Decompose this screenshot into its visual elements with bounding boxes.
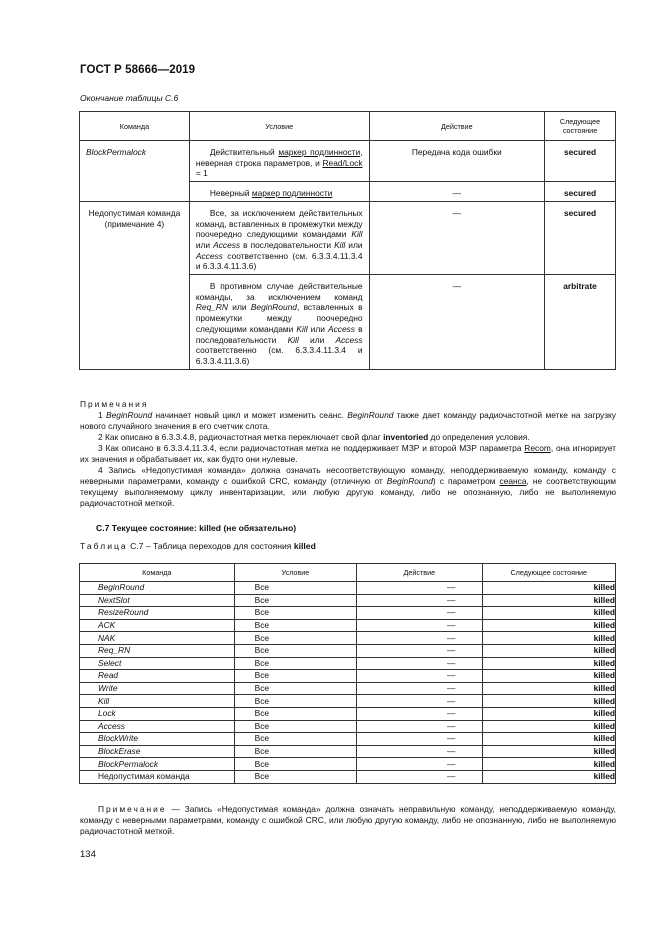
command-cell: BeginRound	[80, 582, 235, 595]
condition-cell: Все	[234, 619, 356, 632]
command-cell: NextSlot	[80, 594, 235, 607]
condition-cell: Все	[234, 607, 356, 620]
page-number: 134	[80, 849, 96, 860]
note-4: 4 Запись «Недопустимая команда» должна означать несоответствующую команду, неподдерживаемую команду, команду с неверными параметрами, команду с ошибкой CRC, команду (отличную от BeginRound) с параметром сеанса, не соответствующим текущему выполняемому циклу инвентаризации, или любую другую команду, либо не опознанную, либо не выполняемую радиочастотной меткой.	[80, 465, 616, 508]
command-cell: Select	[80, 657, 235, 670]
next-state-cell: killed	[482, 758, 615, 771]
column-header: Следующее состояние	[545, 112, 616, 141]
command-cell: Req_RN	[80, 644, 235, 657]
next-state-cell: arbitrate	[545, 275, 616, 370]
command-cell: Access	[80, 720, 235, 733]
note-1: 1 BeginRound начинает новый цикл и может изменить сеанс. BeginRound также дает команду радиочастотной метке на загрузку нового случайного значения в его счетчик слота.	[80, 410, 616, 431]
next-state-cell: killed	[482, 607, 615, 620]
next-state-cell: killed	[482, 619, 615, 632]
command-cell: Read	[80, 670, 235, 683]
table-header-row	[80, 564, 616, 582]
table-row	[80, 770, 616, 783]
command-cell: Lock	[80, 707, 235, 720]
action-cell: —	[357, 758, 483, 771]
table-header-row	[80, 112, 616, 141]
action-cell: —	[357, 720, 483, 733]
column-header: Условие	[189, 112, 369, 141]
next-state-cell: killed	[482, 682, 615, 695]
action-cell: —	[357, 657, 483, 670]
table-row	[80, 733, 616, 746]
table-c7	[79, 563, 616, 784]
next-state-cell: killed	[482, 745, 615, 758]
column-header: Действие	[369, 112, 545, 141]
next-state-cell: secured	[545, 141, 616, 182]
column-header: Следующее состояние	[482, 564, 615, 582]
column-header: Команда	[80, 112, 190, 141]
table-row	[80, 682, 616, 695]
action-cell: —	[357, 607, 483, 620]
condition-cell: Все	[234, 682, 356, 695]
condition-cell: Все	[234, 632, 356, 645]
table-notes	[80, 399, 616, 509]
condition-cell: Все	[234, 733, 356, 746]
action-cell: —	[357, 707, 483, 720]
next-state-cell: killed	[482, 582, 615, 595]
table-row	[80, 594, 616, 607]
table-row	[80, 644, 616, 657]
condition-cell: Все	[234, 644, 356, 657]
table-row	[80, 582, 616, 595]
condition-cell: Все	[234, 770, 356, 783]
table-c6-caption: Окончание таблицы С.6	[80, 93, 179, 103]
condition-cell: Все	[234, 758, 356, 771]
condition-cell: Все	[234, 670, 356, 683]
condition-cell: Все	[234, 707, 356, 720]
document-header: ГОСТ Р 58666—2019	[80, 64, 196, 76]
table-row	[80, 745, 616, 758]
table-c7-footnote: Примечание — Запись «Недопустимая команда» должна означать неправильную команду, неподдерживаемую команду, команду с неверными параметрами, команду с ошибкой CRC, или любую другую команду, либо не опознанную, либо не выполняемую радиочастотной меткой.	[80, 804, 616, 836]
next-state-cell: killed	[482, 733, 615, 746]
next-state-cell: killed	[482, 707, 615, 720]
notes-heading: Примечания	[80, 399, 149, 409]
table-row	[80, 141, 616, 182]
next-state-cell: killed	[482, 695, 615, 708]
action-cell: —	[357, 670, 483, 683]
table-row	[80, 670, 616, 683]
command-cell: BlockWrite	[80, 733, 235, 746]
next-state-cell: killed	[482, 644, 615, 657]
action-cell: —	[357, 594, 483, 607]
column-header: Команда	[80, 564, 235, 582]
action-cell: —	[357, 682, 483, 695]
condition-cell: Все	[234, 594, 356, 607]
table-row	[80, 707, 616, 720]
condition-cell: Все	[234, 745, 356, 758]
action-cell: —	[369, 201, 545, 274]
command-cell: BlockErase	[80, 745, 235, 758]
action-cell: —	[369, 275, 545, 370]
command-cell: BlockPermalock	[80, 758, 235, 771]
condition-cell: В противном случае действительные команды, за исключением команд Req_RN или BeginRound, вставленных в промежутки между поочередно следующими командами Kill или Access в последовательности Kill или Access соответственно (см. 6.3.3.4.11.3.4 и 6.3.3.4.11.3.6)	[189, 275, 369, 370]
condition-cell: Все	[234, 695, 356, 708]
note-3: 3 Как описано в 6.3.3.4.11.3.4, если радиочастотная метка не поддерживает МЗР и второй МЗР параметра Recom, она игнорирует их значения и обрабатывает их, как будто они нулевые.	[80, 443, 616, 464]
table-c6	[79, 111, 616, 370]
action-cell: —	[357, 632, 483, 645]
next-state-cell: killed	[482, 594, 615, 607]
section-heading: С.7 Текущее состояние: killed (не обязательно)	[96, 523, 297, 533]
command-cell: Недопустимая команда (примечание 4)	[80, 201, 190, 369]
action-cell: —	[369, 182, 545, 202]
table-row	[80, 695, 616, 708]
action-cell: —	[357, 733, 483, 746]
action-cell: —	[357, 619, 483, 632]
next-state-cell: killed	[482, 670, 615, 683]
condition-cell: Неверный маркер подлинности	[189, 182, 369, 202]
column-header: Условие	[234, 564, 356, 582]
table-row	[80, 607, 616, 620]
next-state-cell: secured	[545, 182, 616, 202]
action-cell: —	[357, 644, 483, 657]
condition-cell: Все	[234, 657, 356, 670]
command-cell: ResizeRound	[80, 607, 235, 620]
command-cell: BlockPermalock	[80, 141, 190, 202]
action-cell: —	[357, 770, 483, 783]
action-cell: —	[357, 582, 483, 595]
table-row	[80, 657, 616, 670]
action-cell: Передача кода ошибки	[369, 141, 545, 182]
command-cell: Недопустимая команда	[80, 770, 235, 783]
table-row	[80, 201, 616, 274]
note-2: 2 Как описано в 6.3.3.4.8, радиочастотная метка переключает свой флаг inventoried до определения условия.	[98, 432, 530, 442]
table-row	[80, 758, 616, 771]
condition-cell: Все, за исключением действительных команд, вставленных в промежутки между поочередно следующими командами Kill или Access в последовательности Kill или Access соответственно (см. 6.3.3.4.11.3.4 и 6.3.3.4.11.3.6)	[189, 201, 369, 274]
command-cell: ACK	[80, 619, 235, 632]
action-cell: —	[357, 695, 483, 708]
next-state-cell: killed	[482, 632, 615, 645]
next-state-cell: killed	[482, 770, 615, 783]
command-cell: Write	[80, 682, 235, 695]
next-state-cell: killed	[482, 720, 615, 733]
action-cell: —	[357, 745, 483, 758]
condition-cell: Все	[234, 720, 356, 733]
table-row	[80, 619, 616, 632]
command-cell: Kill	[80, 695, 235, 708]
table-c7-caption: Таблица С.7 – Таблица переходов для состояния killed	[80, 541, 316, 551]
table-row	[80, 720, 616, 733]
next-state-cell: secured	[545, 201, 616, 274]
table-row	[80, 632, 616, 645]
command-cell: NAK	[80, 632, 235, 645]
column-header: Действие	[357, 564, 483, 582]
next-state-cell: killed	[482, 657, 615, 670]
condition-cell: Все	[234, 582, 356, 595]
condition-cell: Действительный маркер подлинности, неверная строка параметров, и Read/Lock = 1	[189, 141, 369, 182]
